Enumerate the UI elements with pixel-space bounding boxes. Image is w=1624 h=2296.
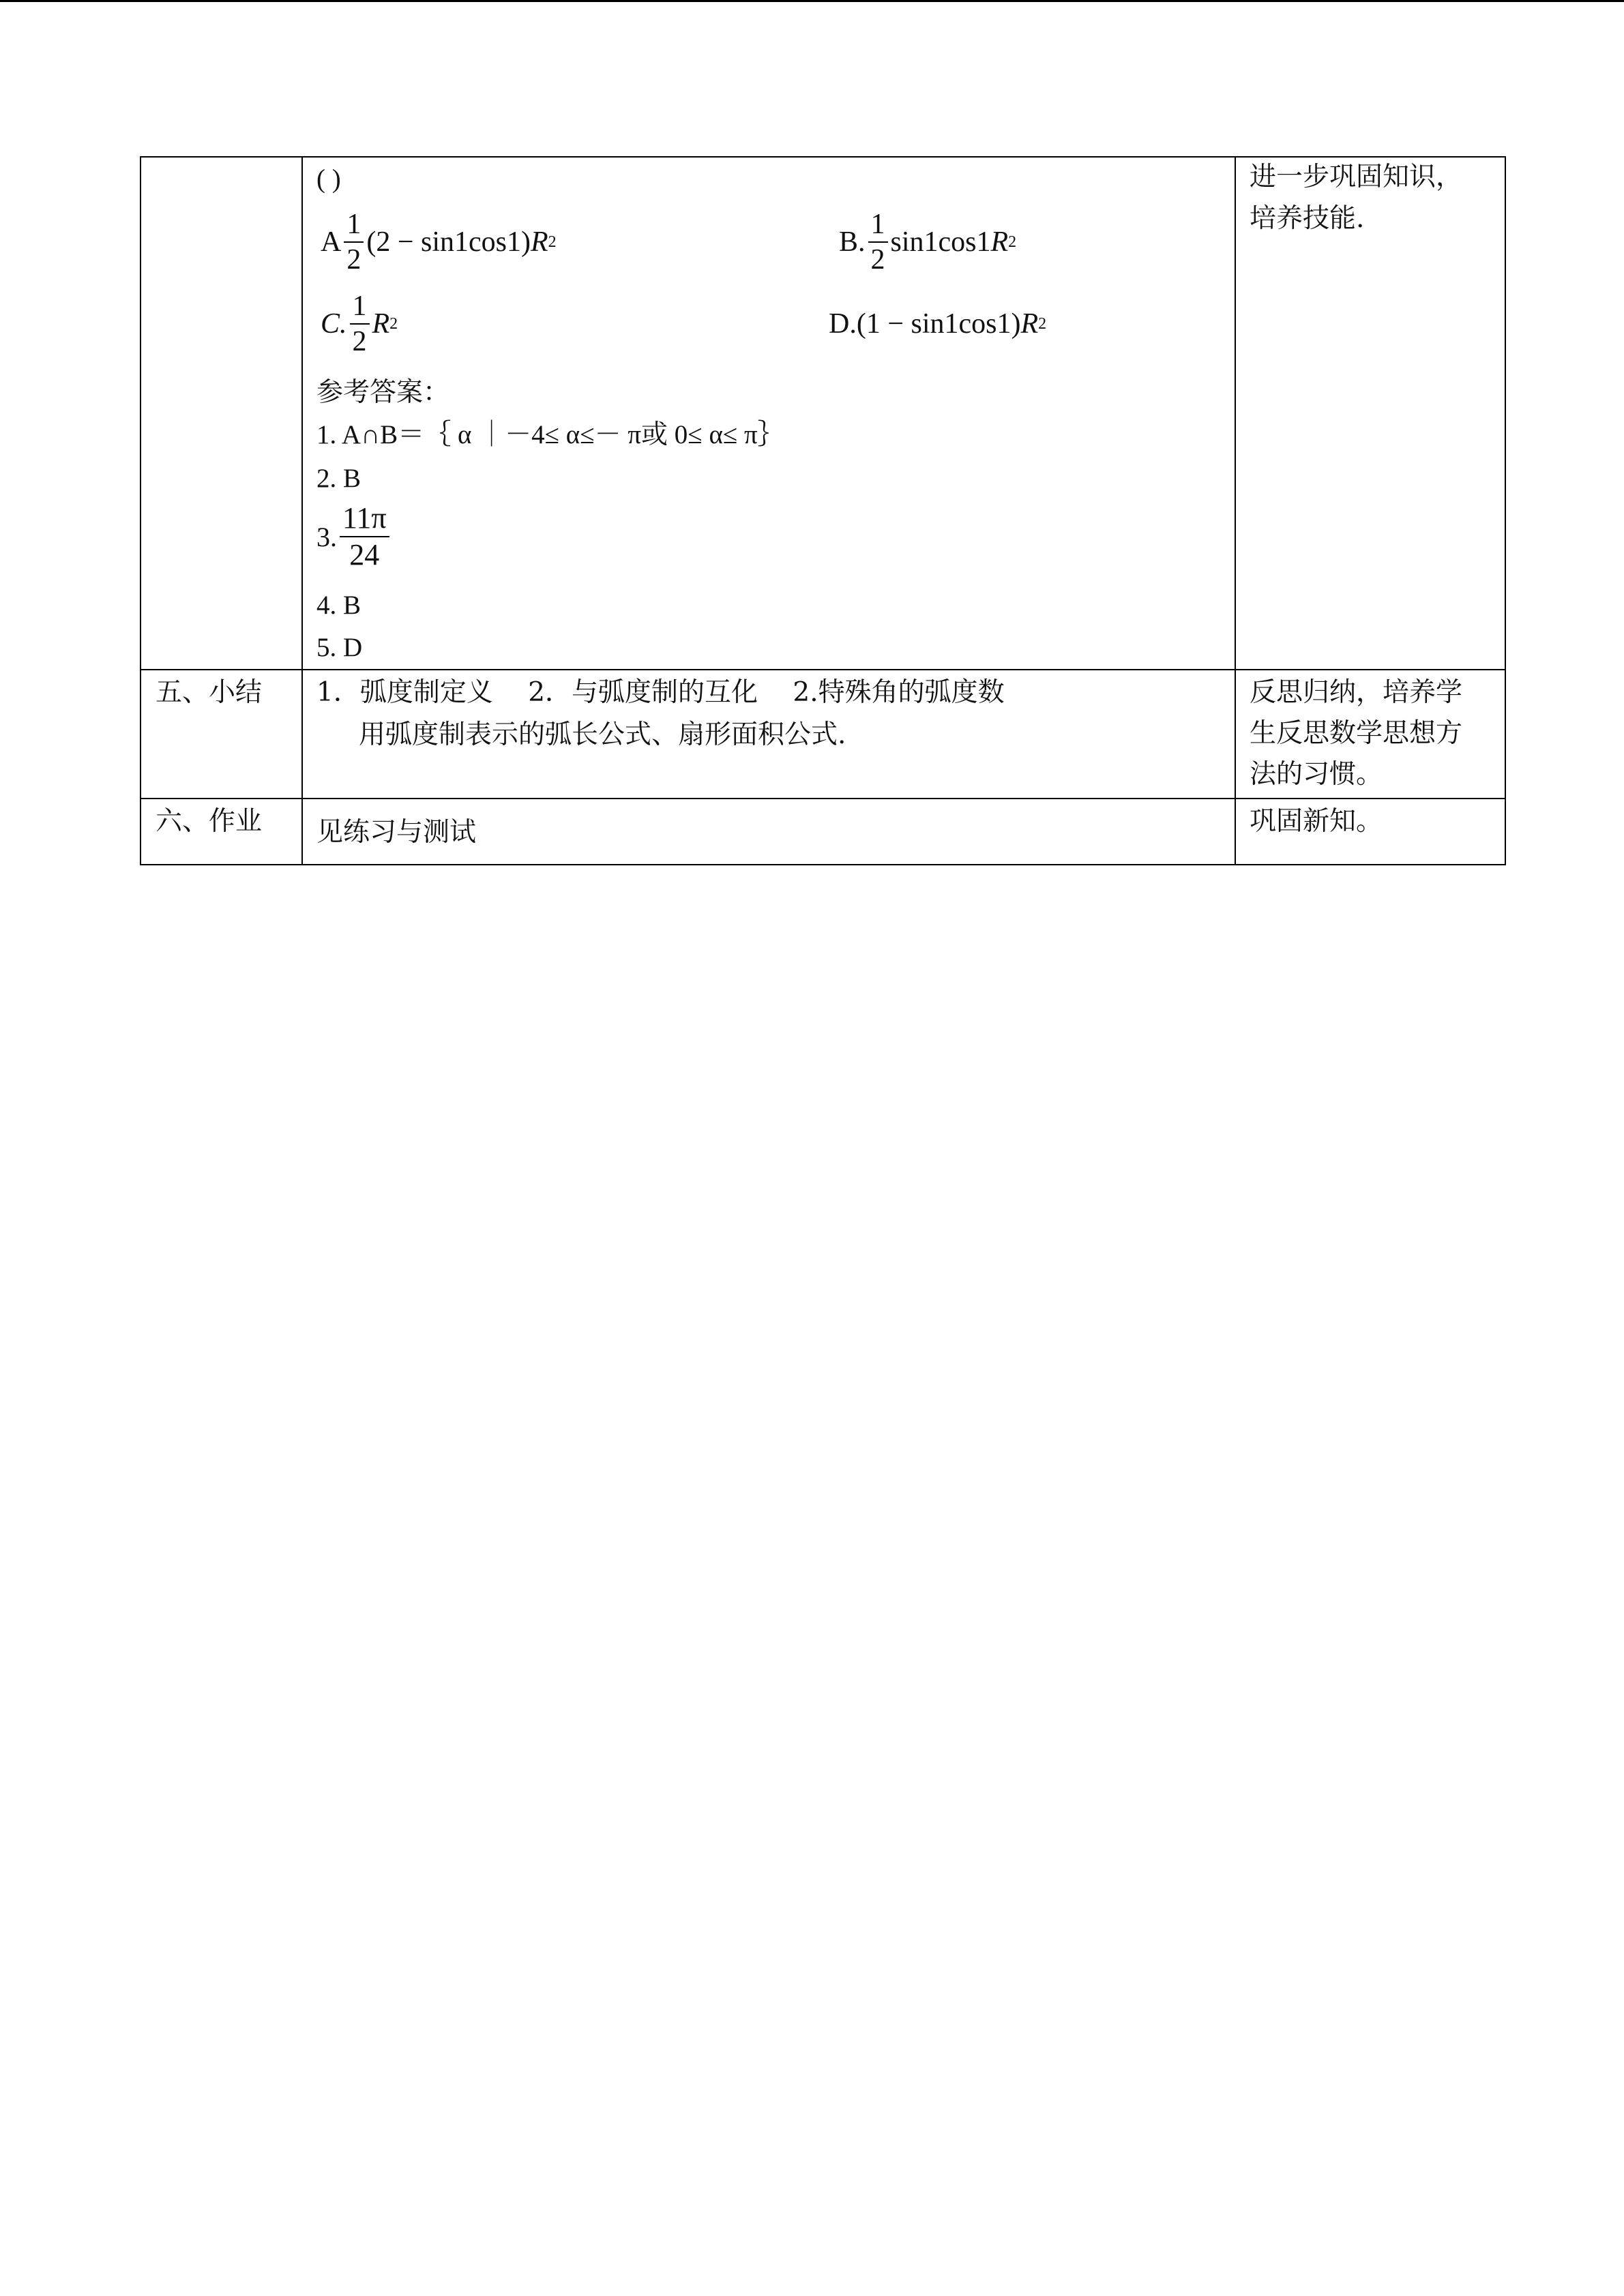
table-left-border bbox=[140, 156, 141, 865]
answer-1: 1. A∩B＝｛ α ｜－4≤ α≤－ π或 0≤ α≤ π｝ bbox=[316, 420, 784, 449]
answer-bracket: ( ) bbox=[316, 164, 341, 194]
fraction: $\frac{1}{2}$ bbox=[350, 292, 370, 356]
answer-4: 4. B bbox=[316, 591, 361, 620]
row1-note-line2: 培养技能. bbox=[1250, 203, 1365, 234]
row-divider bbox=[140, 798, 1506, 799]
fraction: $\frac{1}{2}$ bbox=[344, 210, 364, 274]
table-right-border bbox=[1505, 156, 1506, 865]
row1-note-line1: 进一步巩固知识， bbox=[1250, 162, 1463, 192]
option-d: D.(1 − sin1cos1) R 2 bbox=[829, 308, 1047, 340]
answer-5: 5. D bbox=[316, 633, 363, 662]
summary-label: 五、小结 bbox=[156, 677, 263, 708]
homework-content: 见练习与测试 bbox=[316, 817, 477, 848]
summary-note-line2: 生反思数学思想方 bbox=[1250, 718, 1463, 749]
summary-line2: 用弧度制表示的弧长公式、扇形面积公式. bbox=[359, 719, 846, 750]
summary-note-line3: 法的习惯。 bbox=[1250, 759, 1383, 790]
homework-note: 巩固新知。 bbox=[1250, 806, 1383, 837]
option-b: B. $\frac{1}{2}$ sin1cos1 R 2 bbox=[839, 209, 1017, 275]
table-top-border bbox=[140, 156, 1506, 158]
answers-heading: 参考答案： bbox=[316, 377, 450, 408]
table-bottom-border bbox=[140, 864, 1506, 865]
homework-label: 六、作业 bbox=[156, 806, 263, 837]
option-a: A $\frac{1}{2}$ (2 − sin1cos1) R 2 bbox=[321, 209, 557, 275]
fraction: $\frac{11\pi}{24}$ bbox=[340, 503, 389, 570]
answer-2: 2. B bbox=[316, 464, 361, 493]
row-divider bbox=[140, 669, 1506, 670]
summary-note-line1: 反思归纳，培养学 bbox=[1250, 677, 1463, 708]
column-divider bbox=[1235, 156, 1236, 865]
option-c: C. $\frac{1}{2}$ R 2 bbox=[321, 290, 398, 357]
column-divider bbox=[301, 156, 303, 865]
answer-3: 3. $\frac{11\pi}{24}$ bbox=[316, 503, 392, 570]
summary-line1: 1．弧度制定义 2．与弧度制的互化 2.特殊角的弧度数 bbox=[316, 677, 1005, 708]
fraction: $\frac{1}{2}$ bbox=[868, 210, 888, 274]
